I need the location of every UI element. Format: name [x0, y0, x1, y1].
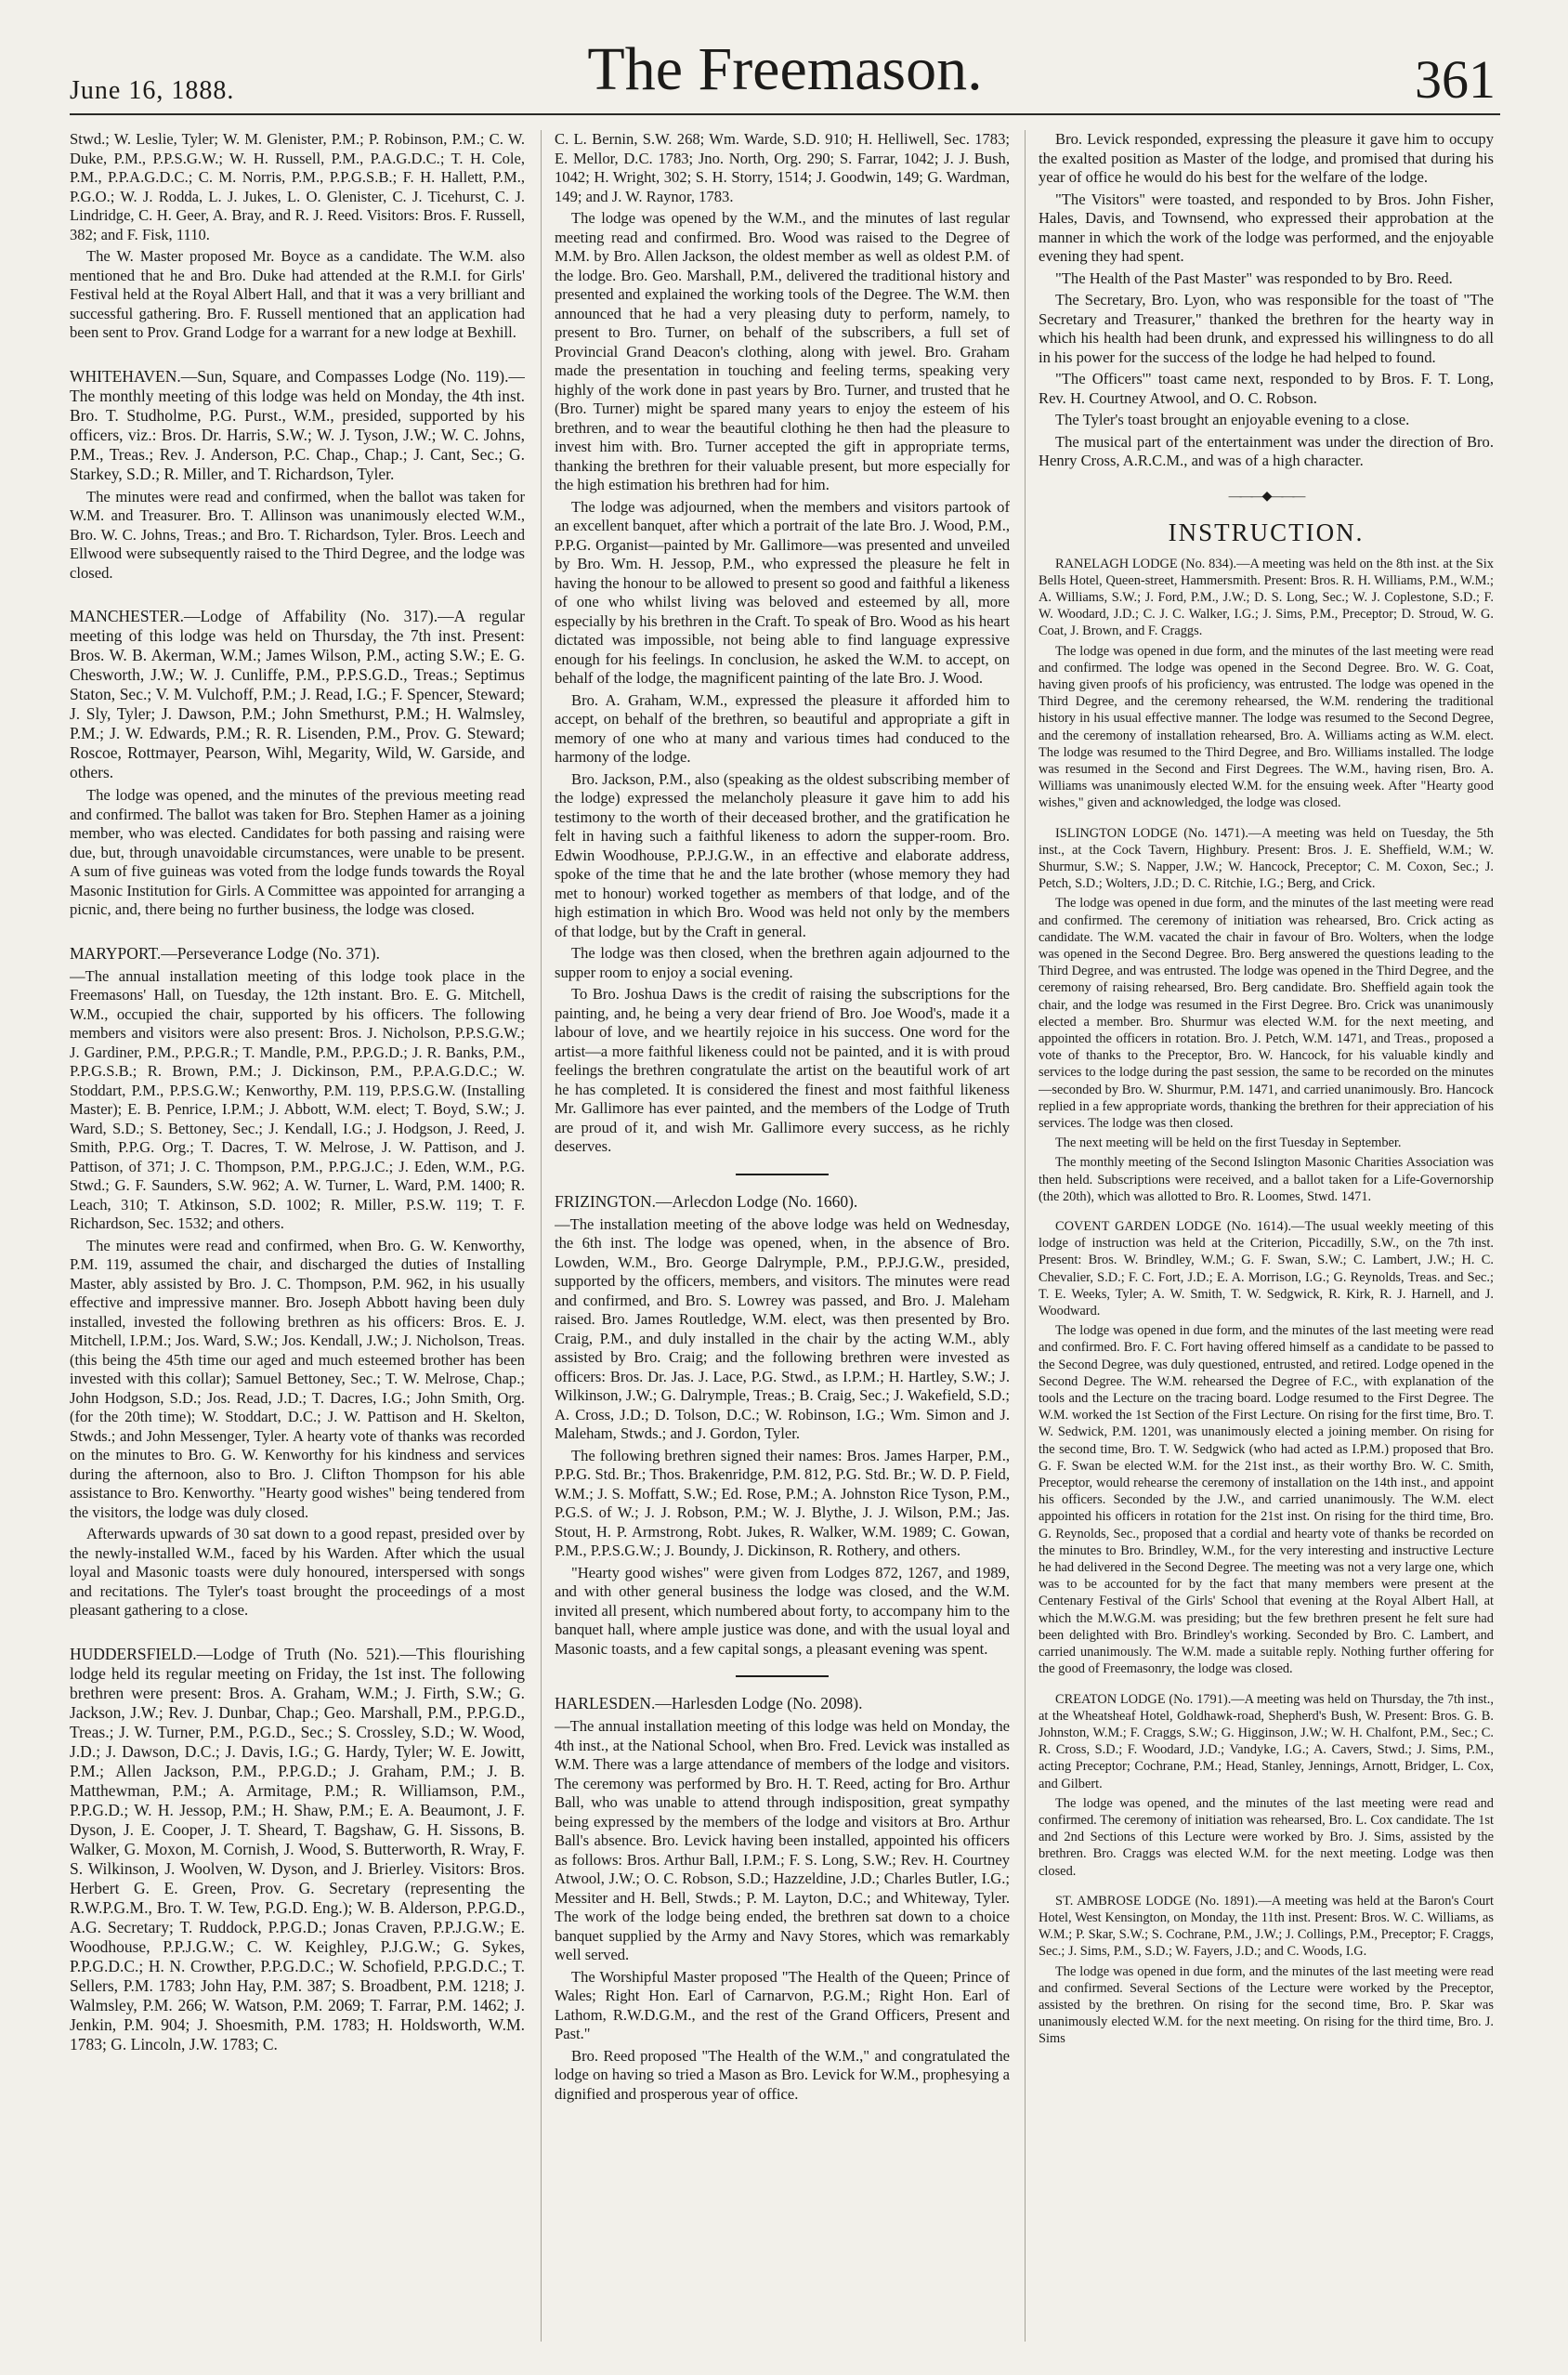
page-number: 361 [1415, 49, 1496, 110]
paragraph: ISLINGTON LODGE (No. 1471).—A meeting was held on Tuesday, the 5th inst., at the Cock Tavern, Highbury. Present: Bros. J. E. Sheffield, W.M.; W. Shurmur, S.W.; S. Napper, J.W.; W. Hancock, Preceptor; C. M. Coxon, Sec.; J. Petch, S.D.; Wolters, J.D.; D. C. Ritchie, I.G.; Berg, and Crick. [1039, 825, 1494, 892]
paragraph: The Secretary, Bro. Lyon, who was responsible for the toast of "The Secretary and Treasurer," thanked the brethren for the hearty way in which his health had been drunk, and expressed his willingness to do all in his power for the success of the lodge he had helped to found. [1039, 291, 1494, 366]
paragraph: Stwd.; W. Leslie, Tyler; W. M. Glenister, P.M.; P. Robinson, P.M.; C. W. Duke, P.M., P.P.S.G.W.; W. H. Russell, P.M., P.A.G.D.C.; T. H. Cole, P.M., P.P.A.G.D.C.; C. M. Norris, P.M., P.P.G.S.B.; F. H. Hallett, P.M., P.G.O.; W. J. Rodda, L. J. Jukes, L. O. Glenister, C. J. Ticehurst, C. J. Lindridge, C. H. Geer, A. Bray, and R. J. Reed. Visitors: Bros. F. Russell, 382; and F. Fisk, 1110. [70, 130, 525, 243]
paragraph: ST. AMBROSE LODGE (No. 1891).—A meeting was held at the Baron's Court Hotel, West Kensington, on Monday, the 11th inst. Present: Bros. W. C. Williams, as W.M.; P. Skar, S.W.; S. Cochrane, P.M., J.W.; J. Collings, P.M., Preceptor; F. Craggs, Sec.; J. Sims, P.M., S.D.; W. Fayers, J.D.; and C. Woods, I.G. [1039, 1893, 1494, 1960]
section-heading: INSTRUCTION. [1168, 518, 1365, 546]
paragraph: The lodge was adjourned, when the members and visitors partook of an excellent banquet, after which a portrait of the late Bro. J. Wood, P.M., P.P.G. Organist—painted by Mr. Gallimore—was presented and unveiled by Bro. Wm. H. Jessop, P.M., who expressed the pleasure he felt in having the honour to be allowed to present so good and faithful a likeness of one who whilst living was beloved and esteemed by all, more especially by his brethren in the Craft. To speak of Bro. Wood as his heart dictated was impossible, not being able to find language expressive enough for his feelings. In conclusion, he asked the W.M. to accept, on behalf of the lodge, the magnificent painting of the late Bro. J. Wood. [555, 497, 1010, 687]
paragraph: The lodge was opened in due form, and the minutes of the last meeting were read and confirmed. The ceremony of initiation was rehearsed, Bro. Crick acting as candidate. The W.M. vacated the chair in favour of Bro. Wolters, when the lodge was opened in the Second Degree. Bro. Berg answered the questions leading to the Third Degree, and was entrusted. The lodge was opened in the Third Degree, and the ceremony of raising rehearsed, Bro. Berg candidate. Bro. Sheffield again took the chair, and the lodge was resumed in the First Degree. Bro. Crick was unanimously elected a member. Bro. Shurmur was elected W.M. for the next meeting, and appointed the officers in rotation. Bro. J. Petch, W.M. 1471, and Treas., proposed a vote of thanks to the Preceptor, Bro. W. Hancock, for his valuable kindly and services to the lodge during the past session, the same to be recorded on the minutes—seconded by Bro. W. Shurmur, P.M. 1471, and carried unanimously. Bro. Hancock replied in a few appropriate words, thanking the brethren for their appreciation of his services. The lodge was then closed. [1039, 896, 1494, 1131]
page-header [70, 28, 1500, 112]
article-divider [736, 1675, 829, 1677]
paragraph: —The annual installation meeting of this lodge was held on Monday, the 4th inst., at the National School, when Bro. Fred. Levick was installed as W.M. There was a large attendance of members of the lodge and visitors. The ceremony was performed by Bro. H. T. Reed, acting for Bro. Arthur Ball, who was unable to attend through indisposition, great sympathy being expressed by the members of the lodge and visitors at Bro. Arthur Ball's absence. Bro. Levick having been installed, appointed his officers as follows: Bros. Arthur Ball, I.P.M.; F. S. Long, S.W.; Rev. H. Courtney Atwool, J.W.; O. C. Robson, S.D.; Hazzeldine, J.D.; Charles Butler, I.G.; Messiter and H. Bell, Stwds.; P. M. Layton, D.C.; and Whiteway, Tyler. The work of the lodge being ended, the brethren sat down to a choice banquet supplied by the Army and Navy Stores, which was remarkably well served. [555, 1717, 1010, 1963]
paragraph: C. L. Bernin, S.W. 268; Wm. Warde, S.D. 910; H. Helliwell, Sec. 1783; E. Mellor, D.C. 1783; Jno. North, Org. 290; S. Farrar, 1042; J. J. Bush, 1042; H. Wright, 302; S. H. Storry, 1514; J. Goodwin, 149; G. Wardman, 149; and J. W. Raynor, 1783. [555, 130, 1010, 205]
paragraph: Afterwards upwards of 30 sat down to a good repast, presided over by the newly-installed W.M., faced by his Warden. After which the usual loyal and Masonic toasts were duly honoured, interspersed with songs and recitations. The Tyler's toast brought the proceedings of a most pleasant gathering to a close. [70, 1525, 525, 1619]
paragraph: The lodge was opened in due form, and the minutes of the last meeting were read and confirmed. Several Sections of the Lecture were worked by the Preceptor, assisted by the brethren. On rising for the second time, Bro. P. Skar was unanimously elected W.M. for the next meeting. On rising for the third time, Bro. J. Sims [1039, 1963, 1494, 2047]
article-heading-harlesden: HARLESDEN.—Harlesden Lodge (No. 2098). [555, 1694, 863, 1712]
paragraph: CREATON LODGE (No. 1791).—A meeting was held on Thursday, the 7th inst., at the Wheatsheaf Hotel, Goldhawk-road, Shepherd's Bush, W. Present: Bros. G. B. Johnston, W.M.; F. Craggs, S.W.; G. Higginson, J.W.; W. H. Chalfont, P.M., Sec.; C. R. Cross, S.D.; F. Woodard, J.D.; Vandyke, I.G.; A. Cavers, Stwd.; J. Sims, P.M., acting Preceptor; Cochrane, P.M.; Head, Stanley, Jennings, Arnott, Bridger, L. Cox, and Gilbert. [1039, 1691, 1494, 1791]
paragraph: The lodge was opened in due form, and the minutes of the last meeting were read and confirmed. The lodge was opened in the Second Degree. Bro. W. G. Coat, having given proofs of his proficiency, was entrusted. The lodge was opened in the Third Degree, and the ceremony rehearsed, the W.M. rendering the traditional history in his usual effective manner. The lodge was resumed to the Second Degree, and the ceremony of installation rehearsed, Bro. A. Williams acting as W.M. elect. The lodge was resumed to the Third Degree, and Bro. Williams installed. The lodge was resumed in the Second and First Degrees. The W.M., having risen, Bro. A. Williams was unanimously elected W.M. for the ensuing week. After "Hearty good wishes," given and acknowledged, the lodge was closed. [1039, 643, 1494, 811]
column-2 [555, 130, 1010, 2351]
paragraph: Bro. Reed proposed "The Health of the W.M.," and congratulated the lodge on having so tried a Mason as Bro. Levick for W.M., prophesying a dignified and prosperous year of office. [555, 2046, 1010, 2103]
issue-date: June 16, 1888. [70, 76, 235, 105]
paragraph: The minutes were read and confirmed, when Bro. G. W. Kenworthy, P.M. 119, assumed the chair, and discharged the duties of Installing Master, ably assisted by Bro. J. C. Thompson, P.M. 962, in his usually effective and impressive manner. Bro. Joseph Abbott having been duly installed, invested the following brethren as his officers: Bros. E. J. Mitchell, I.P.M.; Jos. Ward, S.W.; Jos. Kendall, J.W.; J. Nicholson, Treas. (this being the 45th time our aged and much esteemed brother has been invested with this collar); Samuel Bettoney, Sec.; T. W. Melrose, Chap.; John Hodgson, S.D.; Jos. Read, J.D.; T. Dacres, I.G.; John Smith, Org. (for the 20th time); W. Stoddart, D.C.; J. W. Pattison and H. Skelton, Stwds.; and John Messenger, Tyler. A hearty vote of thanks was recorded on the minutes to Bro. G. W. Kenworthy for his kindness and services during the afternoon, also to Bro. J. Clifton Thompson for his able assistance to Bro. Kenworthy. "Hearty good wishes" being tendered from the visitors, the lodge was duly closed. [70, 1236, 525, 1521]
paragraph: "The Health of the Past Master" was responded to by Bro. Reed. [1055, 269, 1453, 287]
paragraph: To Bro. Joshua Daws is the credit of raising the subscriptions for the painting, and, he being a very dear friend of Bro. Joe Wood's, made it a labour of love, and we heartily rejoice in his success. One word for the artist—a more faithful likeness could not be painted, and it is with proud feelings the brethren congratulate the artist on the beautiful work of art he has completed. It is considered the finest and most faithful likeness Mr. Gallimore has ever painted, and the members of the Lodge of Truth are proud of it, and wish Mr. Gallimore every success, as he richly deserves. [555, 985, 1010, 1155]
article-heading-maryport: MARYPORT.—Perseverance Lodge (No. 371). [70, 943, 380, 963]
paragraph: The lodge was opened by the W.M., and the minutes of last regular meeting read and confirmed. Bro. Wood was raised to the Degree of M.M. by Bro. Allen Jackson, the oldest member as well as oldest P.M. of the lodge. Bro. Geo. Marshall, P.M., delivered the traditional history and presented and explained the working tools of the Degree. The W.M. then announced that he had a very pleasing duty to perform, namely, to present to Bro. Turner, on behalf of the subscribers, a full set of Provincial Grand Deacon's clothing, along with jewel. Bro. Graham made the presentation in touching and feeling terms, speaking very highly of the work done in past years by Bro. Turner, and trusted that he (Bro. Turner) might be spared many years to enjoy the esteem of his brethren, and to wear the beautiful clothing he then had the pleasure to invest him with. Bro. Turner accepted the gift in appropriate terms, thanking the brethren for their valuable present, but more especially for the high estimation his brethren had for him. [555, 209, 1010, 493]
paragraph: Bro. A. Graham, W.M., expressed the pleasure it afforded him to accept, on behalf of the brethren, so beautiful and appropriate a gift in memory of one who at many and various times had conduced to the harmony of the lodge. [555, 690, 1010, 766]
paragraph: The Tyler's toast brought an enjoyable evening to a close. [1055, 411, 1410, 428]
paragraph: The Worshipful Master proposed "The Health of the Queen; Prince of Wales; Right Hon. Earl of Carnarvon, P.G.M.; Right Hon. Earl of Lathom, R.W.D.G.M., and the rest of the Grand Officers, Present and Past." [555, 1967, 1010, 2042]
paragraph: The monthly meeting of the Second Islington Masonic Charities Association was then held. Subscriptions were received, and a ballot taken for a Life-Governorship (the 20th), which was allotted to Bro. R. Loomes, Stwd. 1471. [1039, 1155, 1494, 1204]
header-rule [70, 113, 1500, 115]
article-heading-huddersfield: HUDDERSFIELD.—Lodge of Truth (No. 521).—This flourishing lodge held its regular meeting on Friday, the 1st inst. The following brethren were present: Bros. A. Graham, W.M.; J. Firth, S.W.; G. Jackson, J.W.; Rev. J. Dunbar, Chap.; Geo. Marshall, P.M., P.P.G.D., Treas.; J. W. Turner, P.M., P.G.D., Sec.; S. Crossley, S.D.; W. Wood, J.D.; J. Dawson, D.C.; J. Davis, I.G.; G. Hardy, Tyler; W. E. Jowitt, P.M.; Allen Jackson, P.M., P.P.G.D.; J. Graham, P.M.; J. B. Matthewman, P.M.; A. Armitage, P.M.; R. Williamson, P.M., P.P.G.D.; W. H. Jessop, P.M.; H. Shaw, P.M.; E. A. Beaumont, J. F. Dyson, J. E. Cooper, J. T. Sheard, T. Bagshaw, G. H. Sissons, B. Walker, G. Moxon, M. Cornish, J. Wood, S. Butterworth, R. Wray, F. S. Wilkinson, J. Woolven, W. Dyson, and J. Brierley. Visitors: Bros. Herbert G. E. Green, Prov. G. Secretary (representing the R.W.P.G.M., Bro. T. W. Tew, P.G.D. Eng.); W. B. Alderson, P.P.G.D., A.G. Secretary; T. Ruddock, P.P.G.D.; Jonas Craven, P.P.J.G.W.; E. Woodhouse, P.P.J.G.W.; C. W. Keighley, P.J.G.W.; G. Sykes, P.P.G.D.C.; H. N. Crowther, P.P.G.D.C.; W. Schofield, P.P.G.D.C.; T. Sellers, P.M. 1783; John Hay, P.M. 387; S. Broadbent, P.M. 1218; J. Walmsley, P.M. 266; W. Watson, P.M. 2069; T. Farrar, P.M. 1462; J. Jenkin, P.M. 904; J. Shoesmith, P.M. 1783; H. Holdsworth, W.M. 1783; G. Lincoln, J.W. 1783; C. [70, 1644, 525, 2054]
paragraph: The lodge was opened, and the minutes of the previous meeting read and confirmed. The ballot was taken for Bro. Stephen Hamer as a joining member, who was elected. Candidates for both passing and raising were due, but, through unavoidable circumstances, were unable to be present. A sum of five guineas was voted from the lodge funds towards the Royal Masonic Institution for Girls. A Committee was appointed for arranging a picnic, and, there being no further business, the lodge was closed. [70, 786, 525, 918]
paragraph: The musical part of the entertainment was under the direction of Bro. Henry Cross, A.R.C.M., and was of a high character. [1039, 432, 1494, 469]
column-3 [1039, 130, 1494, 2351]
paragraph: "Hearty good wishes" were given from Lodges 872, 1267, and 1989, and with other general business the lodge was closed, and the W.M. invited all present, which numbered about forty, to accompany him to the banquet hall, where ample justice was done, and with the usual loyal and Masonic toasts, and a few capital songs, a pleasant evening was spent. [555, 1563, 1010, 1658]
paragraph: Bro. Jackson, P.M., also (speaking as the oldest subscribing member of the lodge) expressed the melancholy pleasure it gave him to add his testimony to the worth of their deceased brother, and the gratification he felt in having such a faithful likeness to adorn the supper-room. Bro. Edwin Woodhouse, P.P.J.G.W., in an effective and elaborate address, spoke of the time that he and the late brother (whose memory they had met to honour) worked together as members of that lodge, and of the high estimation in which Bro. Wood was held not only by the members of that lodge, but by the Craft in general. [555, 769, 1010, 940]
paragraph: —The annual installation meeting of this lodge took place in the Freemasons' Hall, on Tuesday, the 12th instant. Bro. E. G. Mitchell, W.M., occupied the chair, supported by his officers. The following members and visitors were also present: Bros. J. Nicholson, P.P.S.G.W.; J. Gardiner, P.M., P.P.G.R.; T. Mandle, P.M., P.P.G.D.; J. R. Banks, P.M., P.P.G.S.B.; R. Brown, P.M.; J. Dickinson, P.M., P.P.A.G.D.C.; W. Stoddart, P.M., P.P.S.G.W.; Kenworthy, P.M. 119, P.P.S.G.W. (Installing Master); E. B. Penrice, I.P.M.; J. Abbott, W.M. elect; T. Boyd, S.W.; J. Ward, S.D.; S. Bettoney, Sec.; J. Kendall, I.G.; J. Hodgson, J. Reed, J. Smith, P.P.G. Org.; T. Dacres, T. W. Melrose, J. W. Pattison, and J. Pattison, of 371; J. C. Thompson, P.M., P.P.G.J.C.; J. Eden, W.M., P.G. Stwd.; G. F. Saunders, S.W. 962; A. W. Turner, L. Ward, P.M. 1400; R. Leach, 310; T. Atkinson, S.D. 1002; R. Miller, P.S.W. 119; T. F. Richardson, Sec. 1532; and others. [70, 966, 525, 1232]
article-heading-manchester: MANCHESTER.—Lodge of Affability (No. 317).—A regular meeting of this lodge was held on Thursday, the 7th inst. Present: Bros. W. B. Akerman, W.M.; James Wilson, P.M., acting S.W.; E. G. Chesworth, J.W.; W. J. Cunliffe, P.M., P.P.S.G.D., Treas.; Septimus Staton, Sec.; V. M. Vulchoff, P.M.; J. Read, I.G.; F. Spencer, Steward; J. Sly, Tyler; J. Dawson, P.M.; John Smethurst, P.M.; H. Walmsley, P.M.; J. W. Edwards, P.M.; R. R. Lisenden, P.M., Prov. G. Steward; Roscoe, Rottmayer, Pearson, Wihl, Megarity, Wild, W. Garside, and others. [70, 607, 525, 781]
paragraph: "The Visitors" were toasted, and responded to by Bros. John Fisher, Hales, Davis, and Townsend, who expressed their approbation at the manner in which the work of the lodge was performed, and the enjoyable evening they had spent. [1039, 190, 1494, 265]
paragraph: The lodge was opened, and the minutes of the last meeting were read and confirmed. The ceremony of initiation was rehearsed, Bro. L. Cox candidate. The 1st and 2nd Sections of this Lecture were worked by Bro. J. Sims, assisted by the brethren. Bro. Craggs was elected W.M. for the next meeting. Lodge was then closed. [1039, 1795, 1494, 1879]
paragraph: The lodge was opened in due form, and the minutes of the last meeting were read and confirmed. Bro. F. C. Fort having offered himself as a candidate to be passed to the Second Degree, was duly questioned, entrusted, and retired. Lodge opened in the Second Degree. The W.M. rehearsed the Degree of F.C., with explanation of the tools and the Lecture on the tracing board. Lodge resumed to the First Degree. The W.M. worked the 1st Section of the First Lecture. On rising for the first time, Bro. T. W. Sedwick, P.M. 1201, was unanimously elected a joining member. On rising for the second time, Bro. T. W. Sedgwick (who had acted as I.P.M.) proposed that Bro. G. F. Swan be elected W.M. for the 21st inst., as their worthy Bro. W. C. Smith, Preceptor, would rehearse the ceremony of installation on the 14th inst., and appoint his officers. Seconded by the J.W., and carried unanimously. The W.M. elect appointed his officers in rotation for the 21st inst. On rising for the third time, Bro. G. Reynolds, Sec., proposed that a cordial and hearty vote of thanks be recorded on the minutes to Bro. Brindley, W.M., for the very interesting and instructive Lecture he had delivered in the Second Degree. The meeting was not a very large one, which was to be accounted for by the fact that many members were present at the Centenary Festival of the Girls' School that evening at the Royal Albert Hall, at which the M.W.G.M. was presiding; but the few brethren present he felt sure had been delighted with Bro. Brindley's working. Seconded by Bro. C. Lambert, and carried unanimously. The W.M. made a suitable reply. Nothing further offering for the good of Freemasonry, the lodge was closed. [1039, 1323, 1494, 1677]
paragraph: The W. Master proposed Mr. Boyce as a candidate. The W.M. also mentioned that he and Bro. Duke had attended at the R.M.I. for Girls' Festival held at the Royal Albert Hall, and that it was a very brilliant and successful gathering. Bro. F. Russell mentioned that an application had been sent to Prov. Grand Lodge for a warrant for a new lodge at Bexhill. [70, 247, 525, 341]
newspaper-title: The Freemason. [587, 35, 983, 103]
column-divider [1025, 130, 1026, 2342]
paragraph: COVENT GARDEN LODGE (No. 1614).—The usual weekly meeting of this lodge of instruction was held at the Criterion, Piccadilly, S.W., on the 7th inst. Present: Bros. W. Brindley, W.M.; G. F. Swan, S.W.; C. Lambert, J.W.; H. C. Chevalier, S.D.; F. C. Fort, J.D.; E. A. Morrison, I.G.; G. Reynolds, Treas. and Sec.; T. E. Weeks, Tyler; A. W. Smith, T. W. Sedgwick, R. Kirk, R. J. Harnell, and J. Woodward. [1039, 1219, 1494, 1319]
article-heading-frizington: FRIZINGTON.—Arlecdon Lodge (No. 1660). [555, 1191, 858, 1211]
article-heading-whitehaven: WHITEHAVEN.—Sun, Square, and Compasses Lodge (No. 119).—The monthly meeting of this lodge was held on Monday, the 4th inst. Bro. T. Studholme, P.G. Purst., W.M., presided, supported by his officers, viz.: Bros. Dr. Harris, S.W.; W. J. Tyson, J.W.; W. C. Johns, P.M., Treas.; Rev. J. Anderson, P.C. Chap., Chap.; J. Cant, Sec.; G. Starkey, S.D.; R. Miller, and T. Richardson, Tyler. [70, 366, 525, 483]
instruction-reports [1039, 556, 1494, 2048]
paragraph: The following brethren signed their names: Bros. James Harper, P.M., P.P.G. Std. Br.; Thos. Brakenridge, P.M. 812, P.G. Std. Br.; W. D. P. Field, W.M.; J. S. Moffatt, S.W.; Ed. Rose, P.M.; A. Johnston Rice Tyson, P.M., P.G.S. of W.; J. J. Robson, P.M.; W. J. Blythe, J. J. Wilson, P.M.; Jas. Stout, H. P. Armstrong, Robt. Jukes, R. Walker, W.M. 1989; C. Gowan, P.M., P.P.S.G.W.; J. Boundy, J. Dickinson, R. Rothery, and others. [555, 1446, 1010, 1559]
paragraph: RANELAGH LODGE (No. 834).—A meeting was held on the 8th inst. at the Six Bells Hotel, Queen-street, Hammersmith. Present: Bros. R. H. Williams, P.M., W.M.; A. Williams, S.W.; J. Ford, P.M., J.W.; D. S. Long, Sec.; W. J. Coplestone, S.D.; F. W. Woodard, J.D.; C. J. C. Walker, I.G.; J. Sims, P.M., Preceptor; D. Stroud, W. G. Coat, J. Brown, and F. Craggs. [1039, 556, 1494, 639]
paragraph: The minutes were read and confirmed, when the ballot was taken for W.M. and Treasurer. Bro. T. Allinson was unanimously elected W.M., Bro. W. C. Johns, Treas.; and Bro. T. Richardson, Tyler. Bros. Leech and Ellwood were subsequently raised to the Third Degree, and the lodge was closed. [70, 487, 525, 582]
paragraph: "The Officers'" toast came next, responded to by Bros. F. T. Long, Rev. H. Courtney Atwool, and O. C. Robson. [1039, 370, 1494, 407]
article-divider [736, 1174, 829, 1175]
paragraph: The next meeting will be held on the first Tuesday in September. [1055, 1135, 1402, 1151]
paragraph: Bro. Levick responded, expressing the pleasure it gave him to occupy the exalted position as Master of the lodge, and promised that during his year of office he would do his best for the welfare of the lodge. [1039, 130, 1494, 186]
paragraph: The lodge was then closed, when the brethren again adjourned to the supper room to enjoy a social evening. [555, 944, 1010, 981]
column-divider [541, 130, 542, 2342]
paragraph: —The installation meeting of the above lodge was held on Wednesday, the 6th inst. The lodge was opened, when, in the absence of Bro. Lowden, W.M., Bro. George Dalrymple, P.M., P.P.J.G.W., presided, supported by the officers, members, and visitors. The minutes were read and confirmed, and Bro. S. Lowrey was passed, and Bro. J. Maleham raised. Bro. James Routledge, W.M. elect, was then presented by Bro. Craig, P.M., and duly installed in the chair by the acting W.M., ably assisted by Bro. Craig; and the following brethren were invested as officers: Bros. Dr. Jas. J. Lace, P.G. Stwd., as I.P.M.; H. Hartley, S.W.; J. Wilkinson, J.W.; G. Dalrymple, Treas.; B. Craig, Sec.; J. Wakefield, S.D.; A. Cross, J.D.; D. Tolson, D.C.; W. Robinson, I.G.; Wm. Simon and J. Maleham, Stwds.; and J. Gordon, Tyler. [555, 1214, 1010, 1442]
column-1 [70, 130, 525, 2351]
ornament-rule-icon: ———◆——— [1228, 489, 1304, 504]
